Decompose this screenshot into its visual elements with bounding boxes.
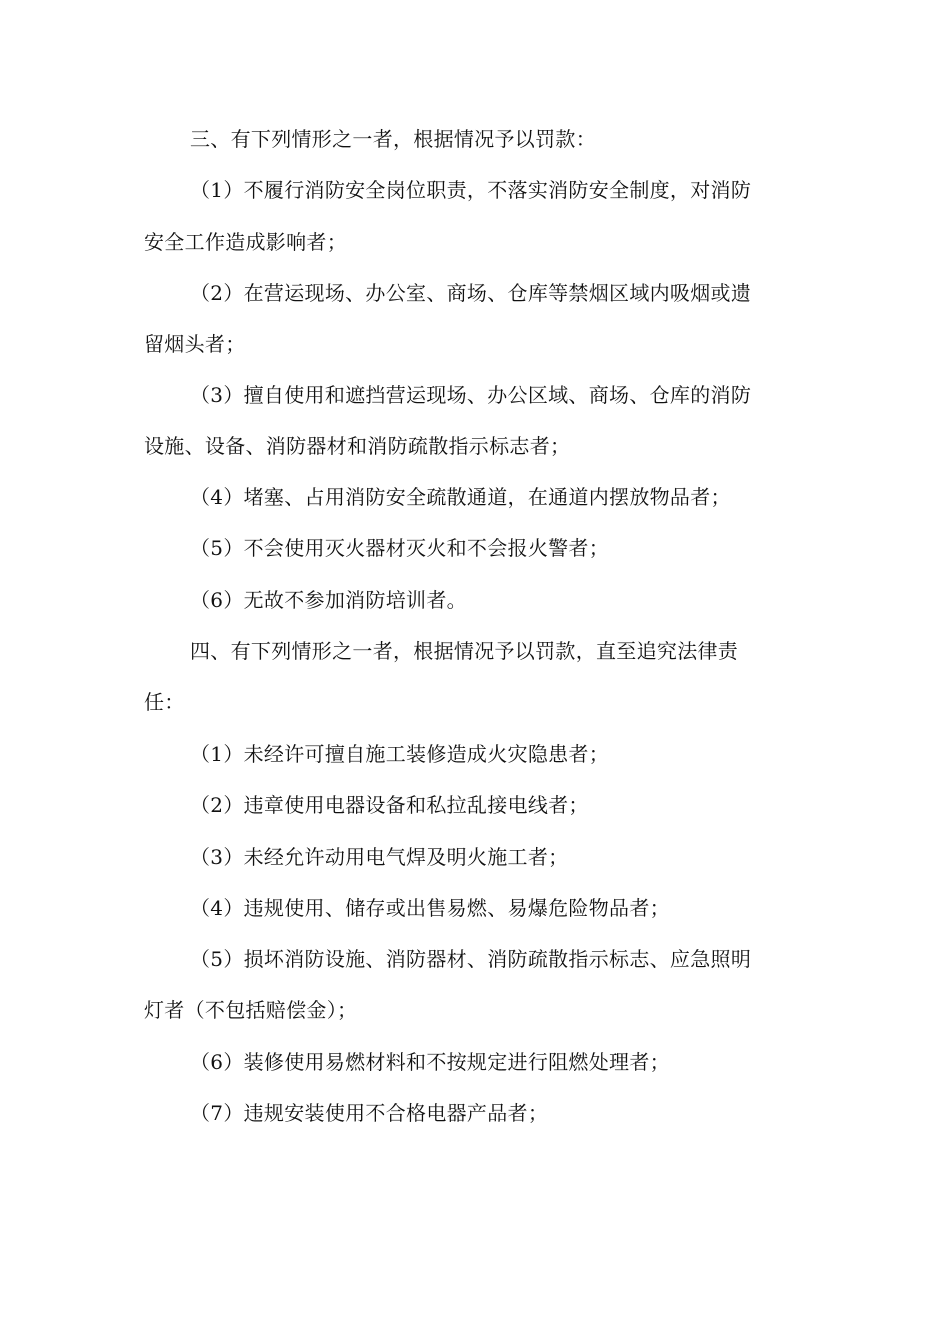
section-3-item-4: （4）堵塞、占用消防安全疏散通道，在通道内摆放物品者； bbox=[190, 485, 731, 509]
section-3-item-3-line-2: 设施、设备、消防器材和消防疏散指示标志者； bbox=[144, 434, 571, 458]
section-4-item-5-line-1: （5）损坏消防设施、消防器材、消防疏散指示标志、应急照明 bbox=[190, 947, 752, 971]
section-3-item-1-line-2: 安全工作造成影响者； bbox=[144, 230, 347, 254]
section-3-item-6: （6）无故不参加消防培训者。 bbox=[190, 588, 467, 612]
section-3-item-3-line-1: （3）擅自使用和遮挡营运现场、办公区域、商场、仓库的消防 bbox=[190, 383, 752, 407]
section-3-heading: 三、有下列情形之一者，根据情况予以罚款： bbox=[190, 127, 596, 151]
section-4-item-1: （1）未经许可擅自施工装修造成火灾隐患者； bbox=[190, 742, 610, 766]
section-4-item-5-line-2: 灯者（不包括赔偿金）； bbox=[144, 998, 358, 1022]
section-3-item-1-line-1: （1）不履行消防安全岗位职责，不落实消防安全制度，对消防 bbox=[190, 178, 752, 202]
section-4-heading-line-2: 任： bbox=[144, 690, 185, 714]
section-4-item-6: （6）装修使用易燃材料和不按规定进行阻燃处理者； bbox=[190, 1050, 670, 1074]
section-4-item-2: （2）违章使用电器设备和私拉乱接电线者； bbox=[190, 793, 589, 817]
section-3-item-5: （5）不会使用灭火器材灭火和不会报火警者； bbox=[190, 536, 610, 560]
section-4-item-4: （4）违规使用、储存或出售易燃、易爆危险物品者； bbox=[190, 896, 670, 920]
section-4-item-3: （3）未经允许动用电气焊及明火施工者； bbox=[190, 845, 569, 869]
section-3-item-2-line-2: 留烟头者； bbox=[144, 332, 246, 356]
section-3-item-2-line-1: （2）在营运现场、办公室、商场、仓库等禁烟区域内吸烟或遗 bbox=[190, 281, 752, 305]
section-4-item-7: （7）违规安装使用不合格电器产品者； bbox=[190, 1101, 549, 1125]
section-4-heading-line-1: 四、有下列情形之一者，根据情况予以罚款，直至追究法律责 bbox=[190, 639, 739, 663]
